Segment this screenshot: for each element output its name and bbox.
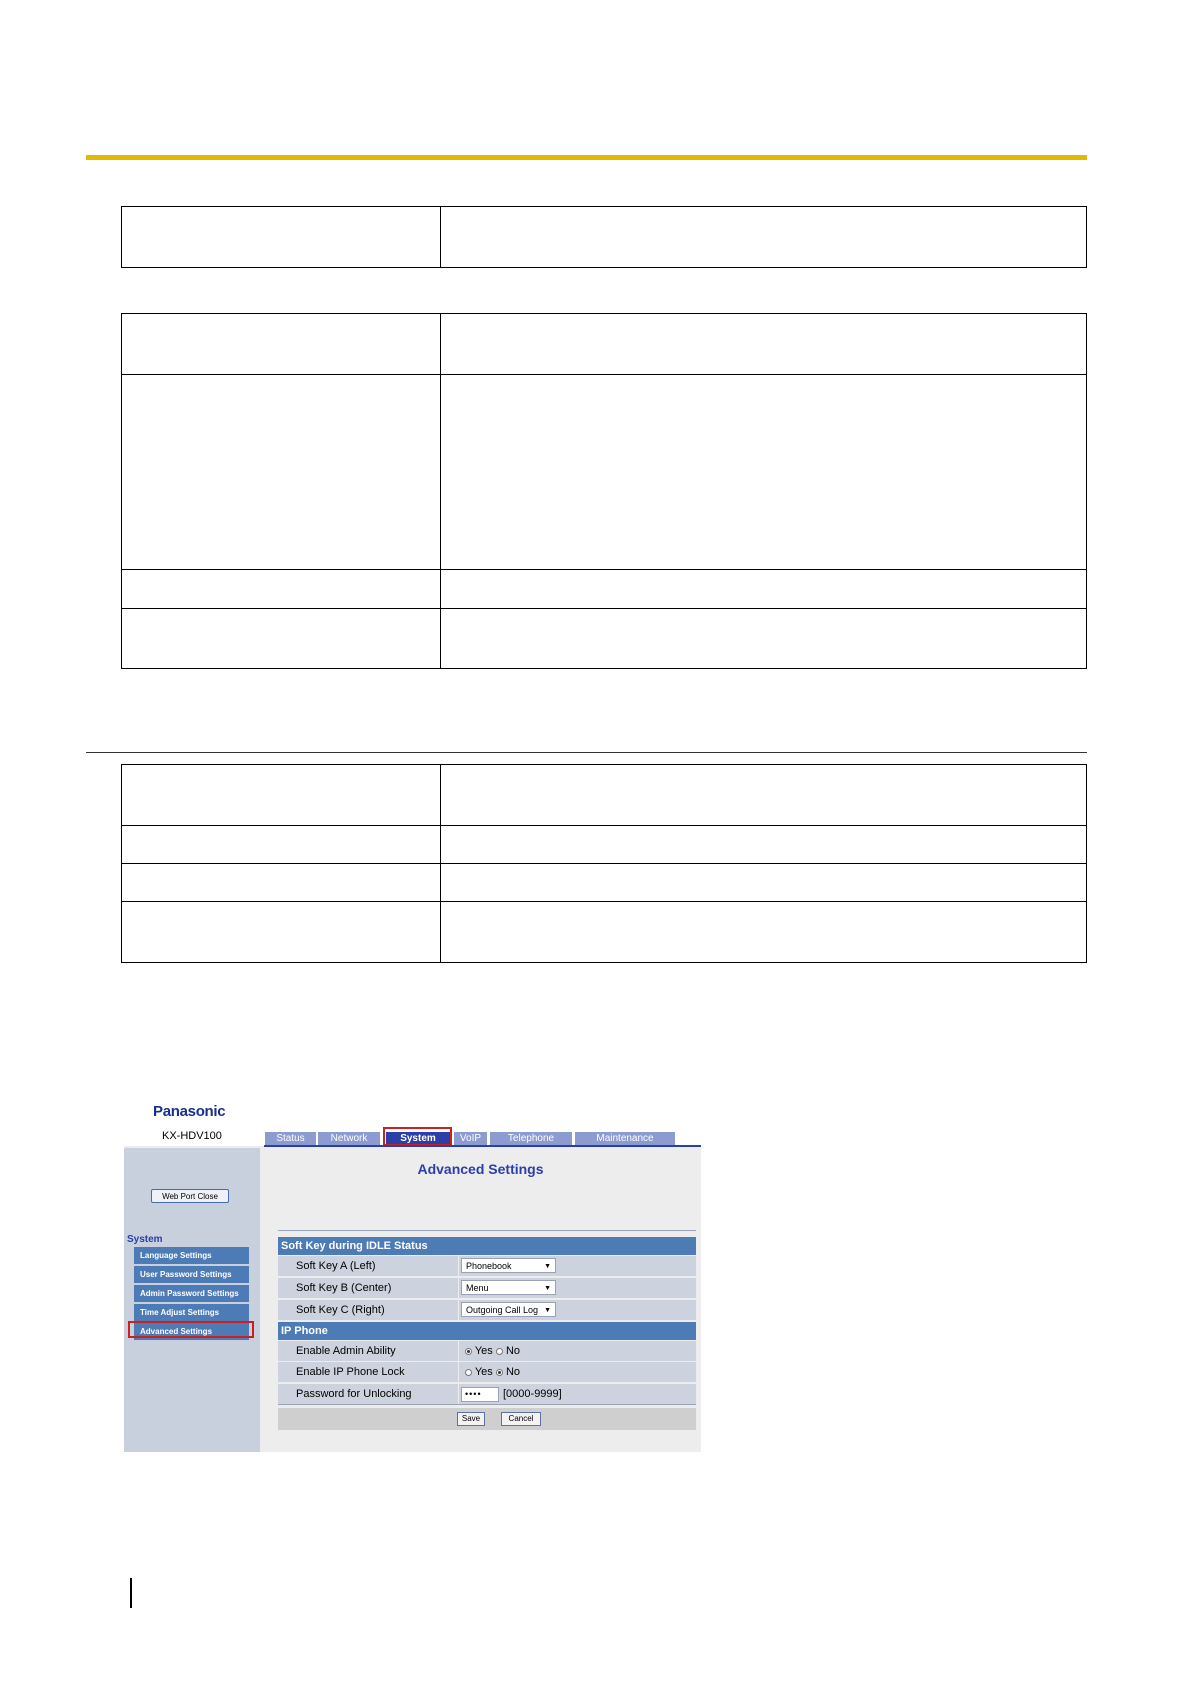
admin-ability-label: Enable Admin Ability [278, 1341, 458, 1361]
ip-phone-lock-yes-radio[interactable] [465, 1369, 472, 1376]
table-row [122, 826, 1087, 864]
sidebar-heading: System [127, 1234, 163, 1245]
sidebar-item-time-adjust-settings[interactable]: Time Adjust Settings [134, 1304, 249, 1321]
softkey-c-select[interactable]: Outgoing Call Log ▼ [461, 1302, 556, 1317]
table-row [122, 314, 1087, 375]
password-range-hint: [0000-9999] [503, 1388, 562, 1400]
softkey-b-label: Soft Key B (Center) [278, 1278, 458, 1298]
header-rule [86, 155, 1087, 160]
tab-network[interactable]: Network [318, 1132, 380, 1145]
chevron-down-icon: ▼ [544, 1307, 551, 1314]
web-ui-screenshot [124, 1098, 701, 1452]
admin-ability-radio-group: Yes No [465, 1341, 520, 1361]
ip-phone-lock-no-radio[interactable] [496, 1369, 503, 1376]
sidebar-item-user-password-settings[interactable]: User Password Settings [134, 1266, 249, 1283]
tab-system[interactable]: System [386, 1132, 450, 1145]
sidebar-item-admin-password-settings[interactable]: Admin Password Settings [134, 1285, 249, 1302]
footer-marker [130, 1578, 132, 1608]
softkey-c-label: Soft Key C (Right) [278, 1300, 458, 1320]
tab-status[interactable]: Status [265, 1132, 316, 1145]
ip-phone-lock-label: Enable IP Phone Lock [278, 1362, 458, 1382]
brand-logo: Panasonic [153, 1103, 226, 1120]
tab-voip[interactable]: VoIP [454, 1132, 487, 1145]
save-button[interactable]: Save [457, 1412, 485, 1426]
model-name: KX-HDV100 [162, 1130, 222, 1142]
table-2 [121, 313, 1087, 669]
divider [278, 1404, 696, 1405]
sidebar [124, 1148, 260, 1452]
password-unlocking-input[interactable]: •••• [461, 1387, 499, 1402]
table-1 [121, 206, 1087, 268]
password-unlocking-label: Password for Unlocking [278, 1384, 458, 1404]
web-port-close-button[interactable]: Web Port Close [151, 1189, 229, 1203]
sidebar-highlight-box [128, 1321, 254, 1338]
section-rule [86, 752, 1087, 753]
chevron-down-icon: ▼ [544, 1263, 551, 1270]
table-row [122, 864, 1087, 902]
table-row [122, 609, 1087, 669]
table-row [122, 570, 1087, 609]
softkey-a-select[interactable]: Phonebook ▼ [461, 1258, 556, 1273]
cancel-button[interactable]: Cancel [501, 1412, 541, 1426]
page-title: Advanced Settings [417, 1161, 544, 1177]
ipphone-section-header: IP Phone [278, 1322, 696, 1340]
softkey-section-header: Soft Key during IDLE Status [278, 1237, 696, 1255]
tab-telephone[interactable]: Telephone [490, 1132, 572, 1145]
admin-ability-no-radio[interactable] [496, 1348, 503, 1355]
table-row [122, 902, 1087, 963]
softkey-a-label: Soft Key A (Left) [278, 1256, 458, 1276]
table-row [122, 207, 1087, 268]
tabs-underline [264, 1145, 701, 1147]
table-3 [121, 764, 1087, 963]
softkey-b-select[interactable]: Menu ▼ [461, 1280, 556, 1295]
divider [278, 1230, 696, 1231]
admin-ability-yes-radio[interactable] [465, 1348, 472, 1355]
chevron-down-icon: ▼ [544, 1285, 551, 1292]
sidebar-item-advanced-settings[interactable]: Advanced Settings [134, 1323, 249, 1340]
table-row [122, 765, 1087, 826]
sidebar-item-language-settings[interactable]: Language Settings [134, 1247, 249, 1264]
tab-highlight-box [383, 1127, 452, 1146]
button-bar [278, 1408, 696, 1430]
ui-header [124, 1098, 701, 1146]
table-row [122, 375, 1087, 570]
ip-phone-lock-radio-group: Yes No [465, 1362, 520, 1382]
tab-maintenance[interactable]: Maintenance [575, 1132, 675, 1145]
